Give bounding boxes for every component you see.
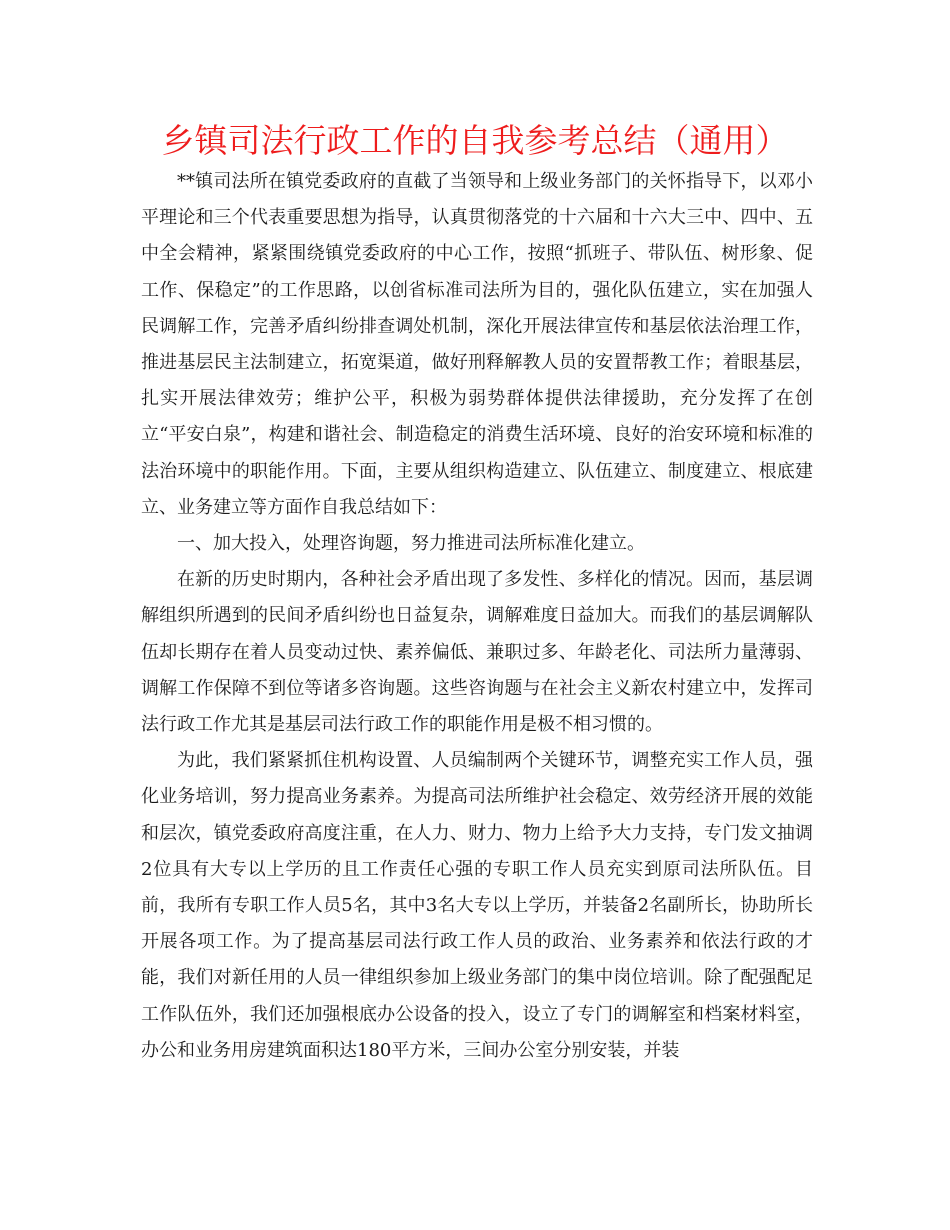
document-body xyxy=(141,164,813,1069)
paragraph-section-heading: 一、加大投入，处理咨询题，努力推进司法所标准化建立。 xyxy=(177,533,645,555)
document-title: 乡镇司法行政工作的自我参考总结（通用） xyxy=(161,121,789,160)
paragraph-measures: 为此，我们紧紧抓住机构设置、人员编制两个关键环节，调整充实工作人员，强化业务培训，努力提高业务素养。为提高司法所维护社会稳定、效劳经济开展的效能和层次，镇党委政府高度注重，在人力、财力、物力上给予大力支持，专门发文抽调2位具有大专以上学历的且工作责任心强的专职工作人员充实到原司法所队伍。目前，我所有专职工作人员5名，其中3名大专以上学历，并装备2名副所长，协助所长开展各项工作。为了提高基层司法行政工作人员的政治、业务素养和依法行政的才能，我们对新任用的人员一律组织参加上级业务部门的集中岗位培训。除了配强配足工作队伍外，我们还加强根底办公设备的投入，设立了专门的调解室和档案材料室，办公和业务用房建筑面积达180平方米，三间办公室分别安装，并装 xyxy=(141,750,813,1061)
paragraph-background: 在新的历史时期内，各种社会矛盾出现了多发性、多样化的情况。因而，基层调解组织所遇到的民间矛盾纠纷也日益复杂，调解难度日益加大。而我们的基层调解队伍却长期存在着人员变动过快、素养偏低、兼职过多、年龄老化、司法所力量薄弱、调解工作保障不到位等诸多咨询题。这些咨询题与在社会主义新农村建立中，发挥司法行政工作尤其是基层司法行政工作的职能作用是极不相习惯的。 xyxy=(141,569,813,736)
paragraph-intro: **镇司法所在镇党委政府的直截了当领导和上级业务部门的关怀指导下，以邓小平理论和三个代表重要思想为指导，认真贯彻落党的十六届和十六大三中、四中、五中全会精神，紧紧围绕镇党委政府的中心工作，按照“抓班子、带队伍、树形象、促工作、保稳定”的工作思路，以创省标准司法所为目的，强化队伍建立，实在加强人民调解工作，完善矛盾纠纷排查调处机制，深化开展法律宣传和基层依法治理工作，推进基层民主法制建立，拓宽渠道，做好刑释解教人员的安置帮教工作；着眼基层，扎实开展法律效劳；维护公平，积极为弱势群体提供法律援助，充分发挥了在创立“平安白泉”，构建和谐社会、制造稳定的消费生活环境、良好的治安环境和标准的法治环境中的职能作用。下面，主要从组织构造建立、队伍建立、制度建立、根底建立、业务建立等方面作自我总结如下： xyxy=(141,171,813,518)
